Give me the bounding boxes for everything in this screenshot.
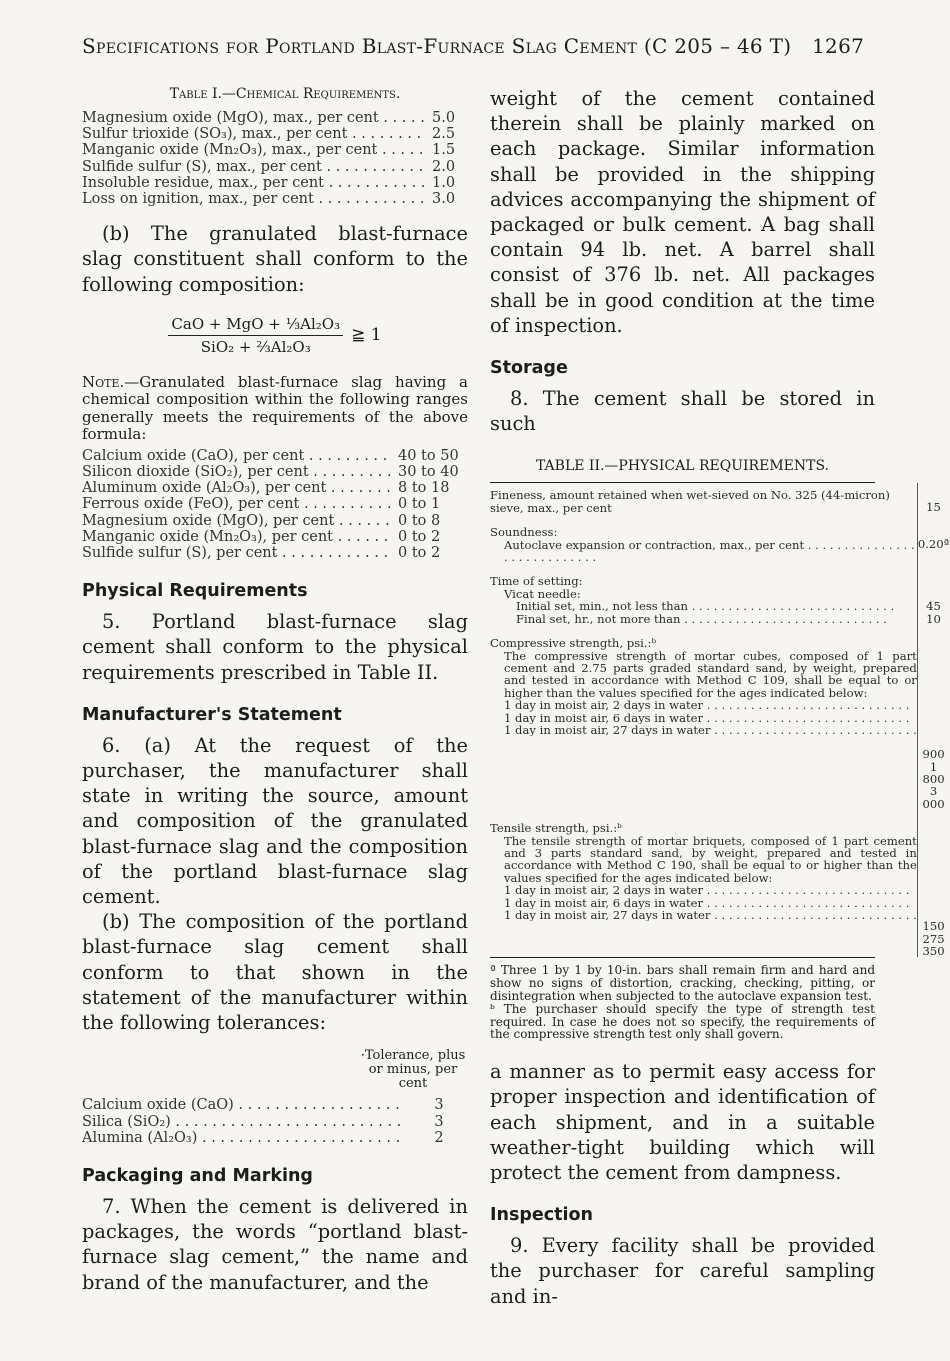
right-column (490, 86, 950, 1309)
note-paragraph (82, 374, 468, 444)
header-title: Specifications for Portland Blast-Furnace Slag Cement (C 205 – 46 T) (82, 34, 792, 58)
note-lead: Note. (82, 372, 125, 391)
table2 (490, 483, 949, 957)
formula-denominator: SiO₂ + ⅔Al₂O₃ (200, 337, 311, 356)
composition-row: Calcium oxide (CaO), per cent . . . 40 to 50 (82, 448, 468, 464)
table1-row: Sulfide sulfur (S), max., per cent . . . 2.0 (82, 159, 468, 175)
inspection-text: 9. Every facility shall be provided the purchaser for careful sampling and in- (490, 1234, 875, 1308)
formula-numerator: CaO + MgO + ⅓Al₂O₃ (168, 315, 343, 336)
note-text: —Granulated blast-furnace slag having a chemical composition within the following ranges generally meets the requirements of the above formula: (82, 372, 468, 444)
table1-row: Insoluble residue, max., per cent . . . 1.0 (82, 175, 468, 191)
slag-formula (82, 315, 468, 356)
table2-bottom-rule (490, 957, 875, 958)
formula-fraction (168, 315, 343, 356)
tolerance-row: Silica (SiO₂) . . . 3 (82, 1114, 468, 1130)
manufacturer-statement-b: (b) The composition of the portland blast-furnace slag cement shall conform to that shown in the statement of the manufacturer within the following tolerances: (82, 910, 468, 1035)
physical-requirements-text: 5. Portland blast-furnace slag cement shall conform to the physical requirements prescribed in Table II. (82, 610, 468, 684)
storage-text: 8. The cement shall be stored in such (490, 387, 875, 436)
table1 (82, 110, 468, 207)
composition-row: Manganic oxide (Mn₂O₃), per cent . . . 0 to 2 (82, 529, 468, 545)
table2-row-compressive: Compressive strength, psi.:ᵇ The compressive strength of mortar cubes, composed of 1 part cement and 2.75 parts graded standard sand, by weight, prepared and tested in accordance with Method C 109, shall be equal to or higher than the values specified for the ages indicated below: 1 day in moist air, 2 days in water . . . 1 day in moist air, 6 days in water . . . 1 day in moist air, 27 days in water . . . 900 1 800 3 000 (490, 625, 949, 810)
table1-row: Loss on ignition, max., per cent . . . 3.0 (82, 191, 468, 207)
tolerance-row: Calcium oxide (CaO) . . . 3 (82, 1097, 468, 1113)
left-column (82, 86, 468, 1295)
manufacturer-statement-heading: Manufacturer's Statement (82, 704, 342, 725)
packaging-text: 7. When the cement is delivered in packages, the words “portland blast-furnace slag cement,” the name and brand of the manufacturer, and the (82, 1194, 468, 1294)
table1-row: Sulfur trioxide (SO₃), max., per cent . . . 2.5 (82, 126, 468, 142)
running-header (82, 34, 872, 58)
table2-row-setting: Time of setting: Vicat needle: Initial set, min., not less than . . . Final set, hr., not more than . . . 45 10 (490, 563, 949, 625)
table1-row: Magnesium oxide (MgO), max., per cent . . . 5.0 (82, 110, 468, 126)
table2-row-tensile: Tensile strength, psi.:ᵇ The tensile strength of mortar briquets, composed of 1 part cement and 3 parts standard sand, by weight, prepared and tested in accordance with Method C 190, shall be equal to or higher than the values specified for the ages indicated below: 1 day in moist air, 2 days in water . . . 1 day in moist air, 6 days in water . . . 1 day in moist air, 27 days in water . . . 150 275 350 (490, 810, 949, 957)
physical-requirements-heading: Physical Requirements (82, 581, 308, 602)
packaging-continued: weight of the cement contained therein shall be plainly marked on each package. Similar information shall be provided in the shipping advices accompanying the shipment of packaged or bulk cement. A bag shall contain 94 lb. net. A barrel shall consist of 376 lb. net. All packages shall be in good condition at the time of inspection. (490, 87, 875, 337)
formula-relation: ≧ 1 (351, 325, 382, 346)
composition-row: Aluminum oxide (Al₂O₃), per cent . . . 8 to 18 (82, 480, 468, 496)
table2-row-soundness: Soundness: Autoclave expansion or contraction, max., per cent . . . 0.20ª (490, 514, 949, 563)
table1-caption: Table I.—Chemical Requirements. (169, 86, 401, 102)
storage-heading: Storage (490, 358, 568, 379)
paragraph-4b: (b) The granulated blast-furnace slag constituent shall conform to the following composition: (82, 222, 468, 296)
page-number: 1267 (812, 34, 865, 58)
storage-continued: a manner as to permit easy access for proper inspection and identification of each shipment, and in a suitable weather-tight building which will protect the cement from dampness. (490, 1060, 875, 1184)
table2-caption: TABLE II.—PHYSICAL REQUIREMENTS. (535, 458, 830, 475)
manufacturer-statement-a: 6. (a) At the request of the purchaser, the manufacturer shall state in writing the source, amount and composition of the granulated blast-furnace slag and the composition of the portland blast-furnace slag cement. (82, 733, 468, 909)
table2-row-fineness: Fineness, amount retained when wet-sieved on No. 325 (44-micron) sieve, max., per cent 15 (490, 483, 949, 514)
packaging-heading: Packaging and Marking (82, 1165, 313, 1186)
table1-row: Manganic oxide (Mn₂O₃), max., per cent . . . 1.5 (82, 142, 468, 158)
composition-row: Magnesium oxide (MgO), per cent . . . 0 to 8 (82, 513, 468, 529)
composition-ranges (82, 448, 468, 561)
table2-footnote-b: ᵇ The purchaser should specify the type of strength test required. In case he does not so specify, the requirements of the compressive strength test only shall govern. (490, 1001, 875, 1042)
composition-row: Ferrous oxide (FeO), per cent . . . 0 to 1 (82, 496, 468, 512)
tolerance-column-header: ·Tolerance, plus or minus, per cent (360, 1048, 466, 1092)
table2-footnote-a: ª Three 1 by 1 by 10-in. bars shall remain firm and hard and show no signs of distortion, cracking, checking, pitting, or disintegration when subjected to the autoclave expansion test. (490, 963, 875, 1003)
composition-row: Silicon dioxide (SiO₂), per cent . . . 30 to 40 (82, 464, 468, 480)
composition-row: Sulfide sulfur (S), per cent . . . 0 to 2 (82, 545, 468, 561)
inspection-heading: Inspection (490, 1205, 594, 1226)
tolerance-row: Alumina (Al₂O₃) . . . 2 (82, 1130, 468, 1146)
tolerance-table (82, 1097, 468, 1146)
